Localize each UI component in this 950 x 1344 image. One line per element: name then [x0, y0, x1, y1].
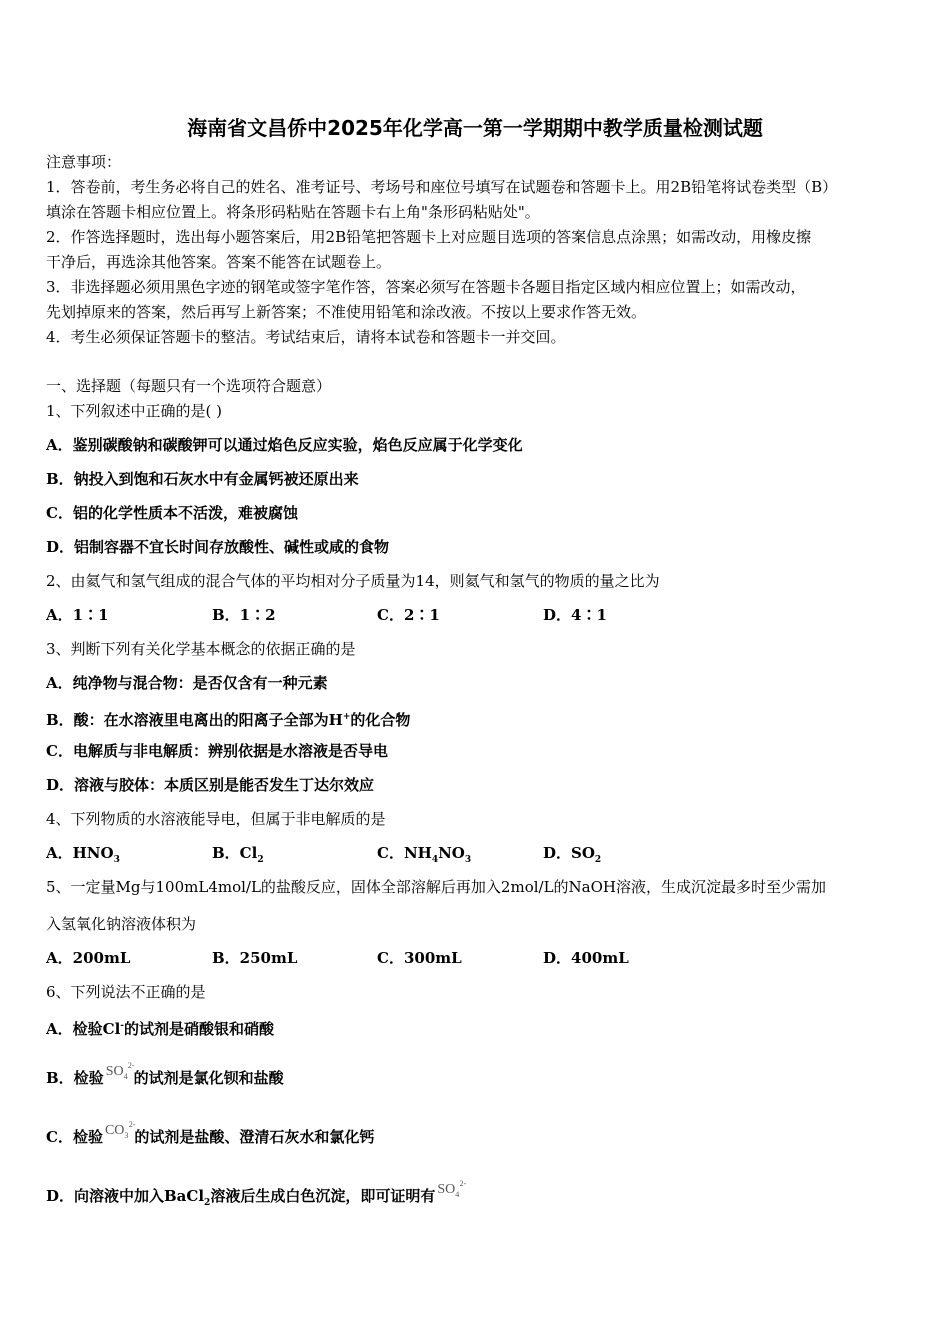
- q2-option-b: B．1∶2: [212, 606, 276, 624]
- q2-stem: 2、由氦气和氢气组成的混合气体的平均相对分子质量为14，则氦气和氢气的物质的量之比为: [46, 572, 660, 590]
- q3-option-d: D．溶液与胶体：本质区别是能否发生丁达尔效应: [46, 776, 375, 794]
- q4-stem: 4、下列物质的水溶液能导电，但属于非电解质的是: [46, 810, 386, 828]
- q3-option-c: C．电解质与非电解质：辨别依据是水溶液是否导电: [46, 742, 388, 760]
- q4-option-b: B．$Cl_2$: [212, 844, 264, 865]
- sulfate-ion-formula: $SO_4$ 2-: [437, 1179, 467, 1199]
- q2-option-d: D．4∶1: [543, 606, 607, 624]
- page-title: 海南省文昌侨中2025年化学高一第一学期期中教学质量检测试题: [187, 116, 763, 140]
- q2-option-c: C．2∶1: [377, 606, 440, 624]
- q5-option-d: D．400mL: [543, 949, 629, 967]
- notice-line: 4．考生必须保证答题卡的整洁。考试结束后，请将本试卷和答题卡一并交回。: [46, 328, 566, 346]
- notice-heading: 注意事项：: [46, 153, 122, 171]
- q5-option-a: A．200mL: [46, 949, 131, 967]
- carbonate-ion-formula: $CO_3$ 2-: [104, 1120, 136, 1140]
- q5-stem: 5、一定量Mg与100mL4mol/L的盐酸反应，固体全部溶解后再加入2mol/L的NaOH溶液，生成沉淀最多时至少需加: [46, 878, 826, 896]
- q1-option-a: A．鉴别碳酸钠和碳酸钾可以通过焰色反应实验，焰色反应属于化学变化: [46, 436, 523, 454]
- q4-option-d: D．$SO_2$: [543, 844, 602, 865]
- q6-stem: 6、下列说法不正确的是: [46, 983, 206, 1001]
- q3-option-b: B．酸：在水溶液里电离出的阳离子全部为H+的化合物: [46, 711, 411, 729]
- q4-option-a: A．$HNO_3$: [46, 844, 120, 865]
- section-heading: 一、选择题（每题只有一个选项符合题意）: [46, 377, 332, 395]
- notice-line: 1．答卷前，考生务必将自己的姓名、准考证号、考场号和座位号填写在试题卷和答题卡上。用2B铅笔将试卷类型（B）: [46, 178, 838, 196]
- q1-option-c: C．铝的化学性质本不活泼，难被腐蚀: [46, 504, 298, 522]
- q4-option-c: C．$NH_4NO_3$: [377, 844, 472, 865]
- notice-line: 3．非选择题必须用黑色字迹的钢笔或签字笔作答，答案必须写在答题卡各题目指定区域内相应位置上；如需改动，: [46, 278, 806, 296]
- q5-stem-continued: 入氢氧化钠溶液体积为: [46, 915, 197, 933]
- q3-stem: 3、判断下列有关化学基本概念的依据正确的是: [46, 640, 356, 658]
- q5-option-c: C．300mL: [377, 949, 462, 967]
- sulfate-ion-formula: $SO_4$ 2-: [105, 1061, 135, 1081]
- q2-option-a: A．1∶1: [46, 606, 109, 624]
- q6-option-b: B．检验 $SO_4$ 2- 的试剂是氯化钡和盐酸: [46, 1061, 284, 1087]
- notice-line: 干净后，再选涂其他答案。答案不能答在试题卷上。: [46, 253, 392, 271]
- notice-line: 先划掉原来的答案，然后再写上新答案；不准使用铅笔和涂改液。不按以上要求作答无效。: [46, 303, 647, 321]
- q6-option-a: A．检验Cl-的试剂是硝酸银和硝酸: [46, 1020, 275, 1038]
- q1-option-d: D．铝制容器不宜长时间存放酸性、碱性或咸的食物: [46, 538, 390, 556]
- q6-option-c: C．检验 $CO_3$ 2- 的试剂是盐酸、澄清石灰水和氯化钙: [46, 1120, 375, 1146]
- q5-option-b: B．250mL: [212, 949, 298, 967]
- q1-stem: 1、下列叙述中正确的是( ): [46, 402, 223, 420]
- notice-line: 2．作答选择题时，选出每小题答案后，用2B铅笔把答题卡上对应题目选项的答案信息点涂黑；如需改动，用橡皮擦: [46, 228, 812, 246]
- notice-line: 填涂在答题卡相应位置上。将条形码粘贴在答题卡右上角"条形码粘贴处"。: [46, 203, 540, 221]
- q3-option-a: A．纯净物与混合物：是否仅含有一种元素: [46, 674, 328, 692]
- q1-option-b: B．钠投入到饱和石灰水中有金属钙被还原出来: [46, 470, 359, 488]
- q6-option-d: D．向溶液中加入BaCl$_2$溶液后生成白色沉淀，即可证明有 $SO_4$ 2-: [46, 1179, 467, 1208]
